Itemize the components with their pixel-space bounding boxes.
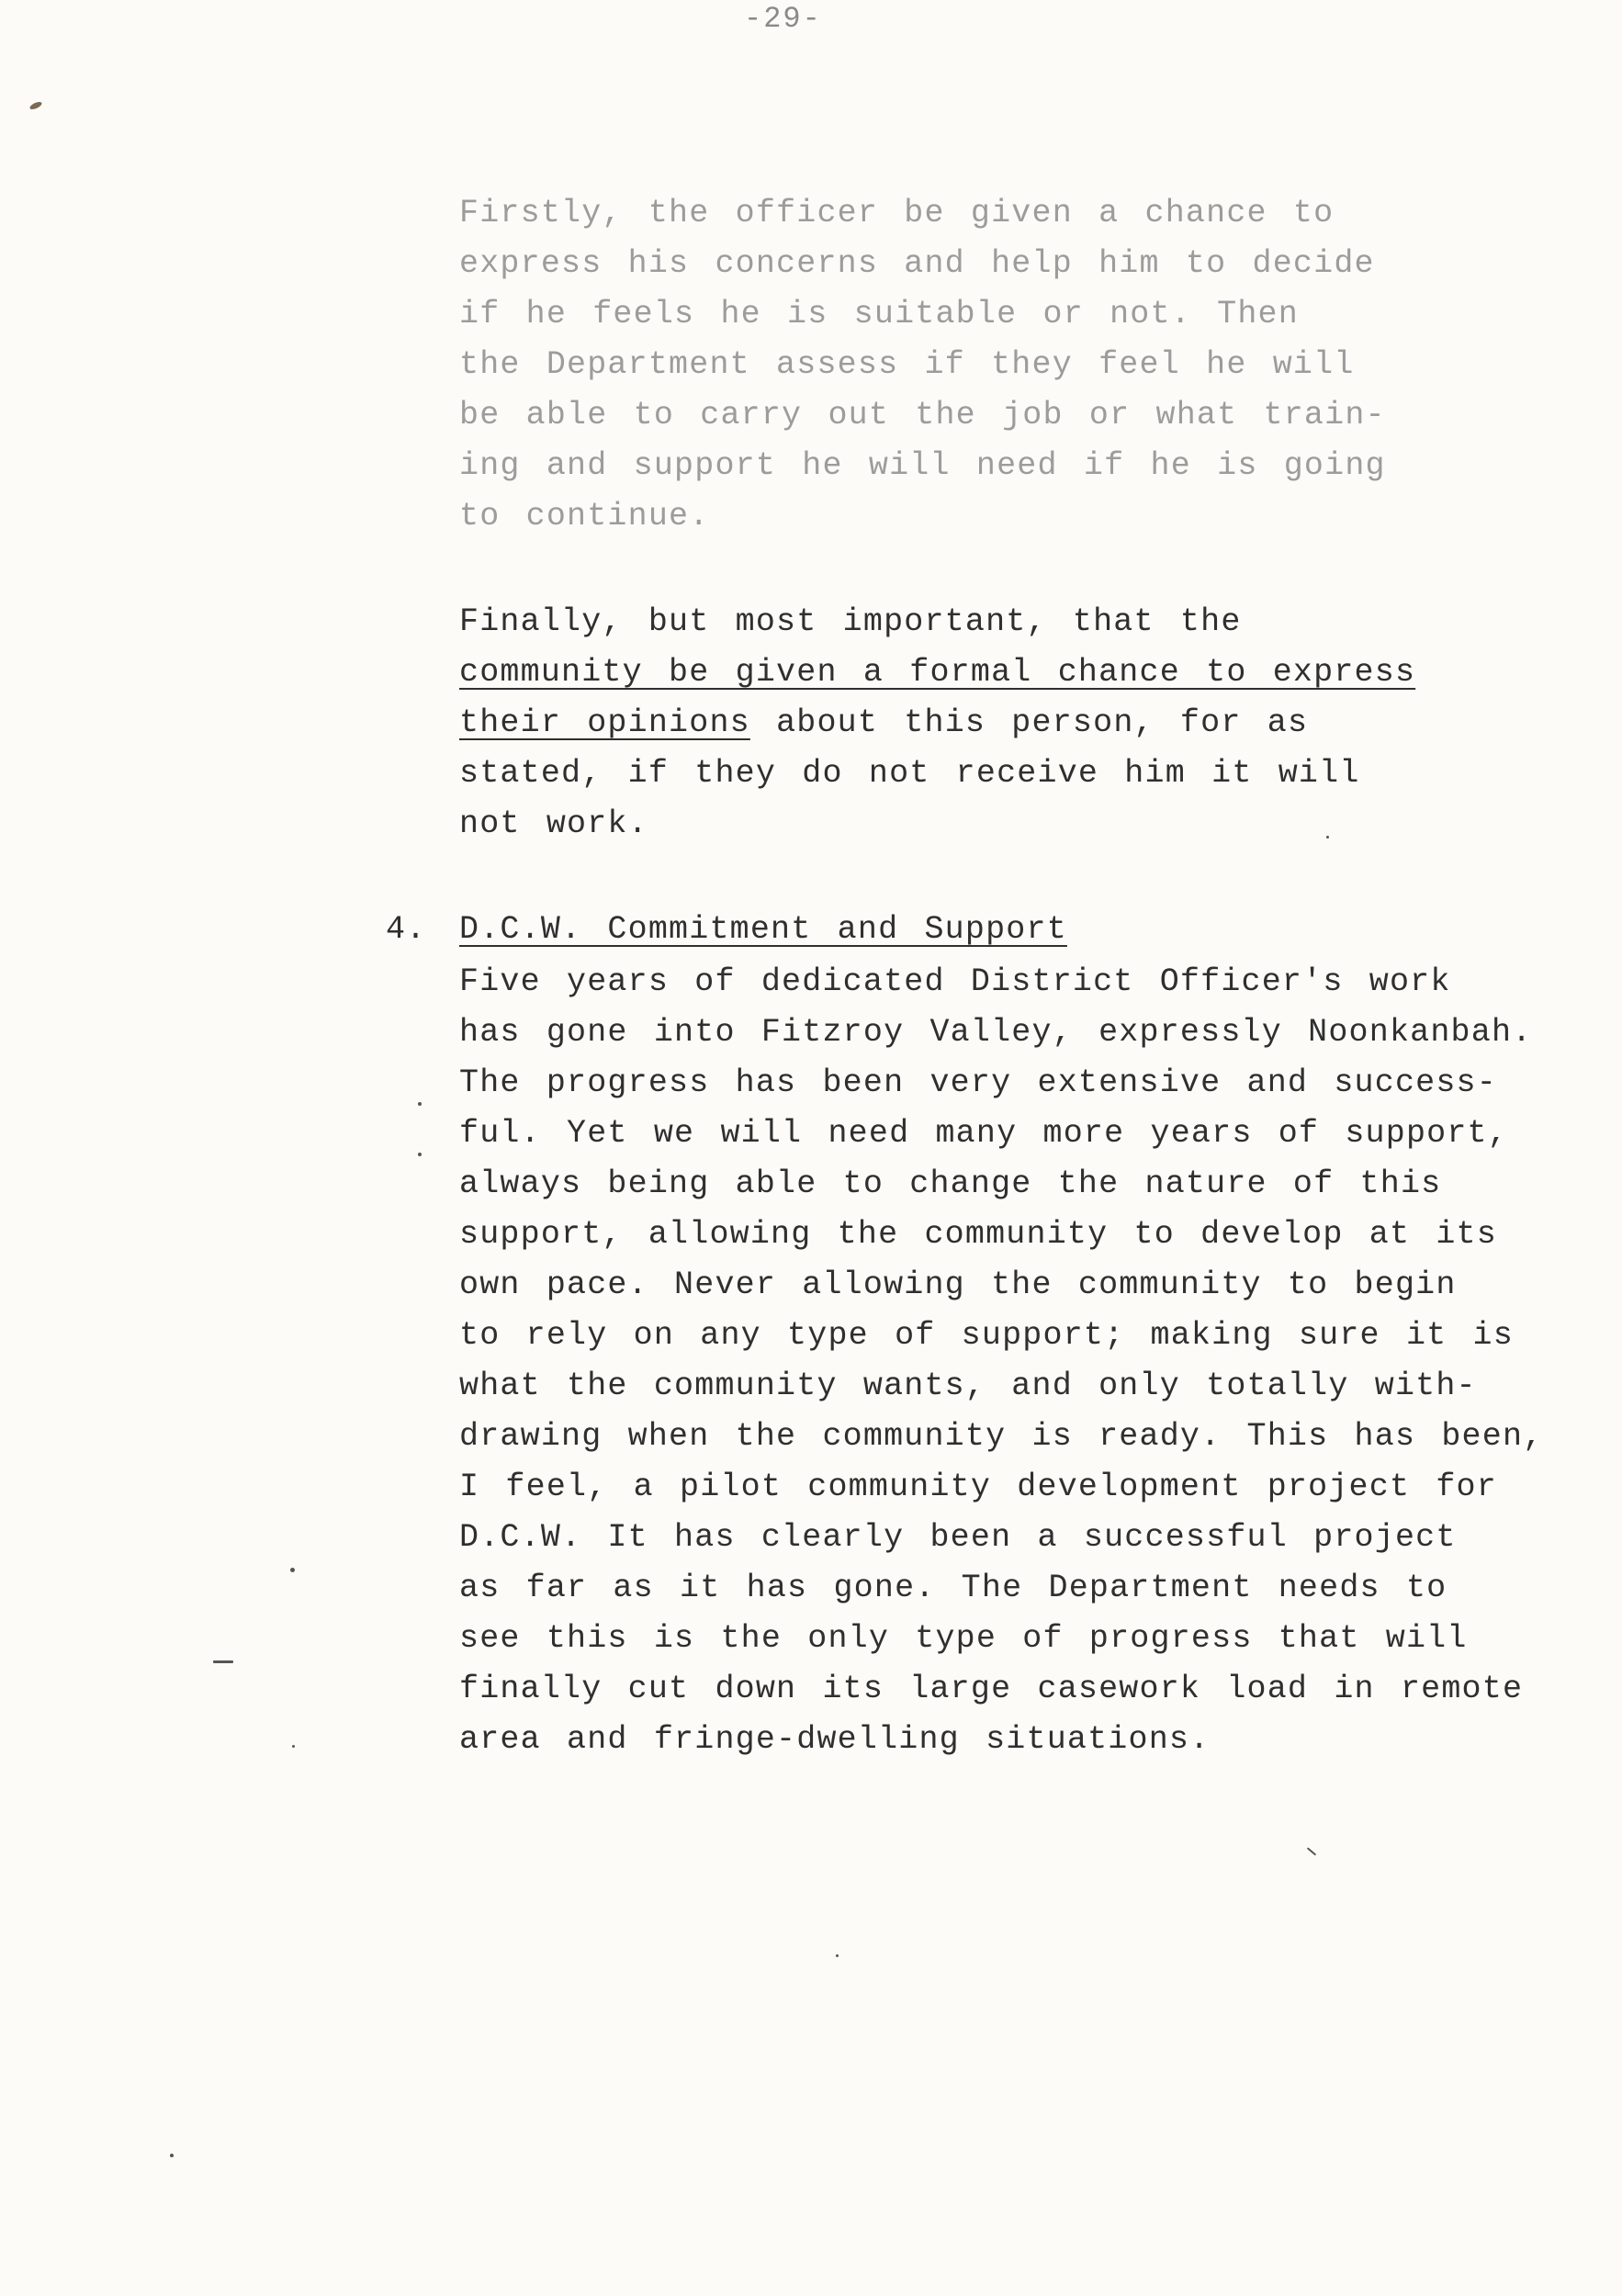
text-line: ful. Yet we will need many more years of support, (459, 1115, 1508, 1152)
text-line: express his concerns and help him to decide (459, 245, 1375, 282)
text-line: as far as it has gone. The Department needs to (459, 1570, 1447, 1606)
text-line: own pace. Never allowing the community to begin (459, 1266, 1457, 1303)
scan-mark (213, 1660, 233, 1663)
text-line: what the community wants, and only totally with- (459, 1367, 1477, 1404)
text-line: if he feels he is suitable or not. Then (459, 296, 1299, 332)
text-line: drawing when the community is ready. This has been, (459, 1418, 1544, 1455)
section-number: 4. (386, 911, 427, 948)
text-line: I feel, a pilot community development project for (459, 1469, 1497, 1505)
text-line: Finally, but most important, that the (459, 603, 1242, 640)
section-heading: D.C.W. Commitment and Support (459, 911, 1067, 948)
paragraph-finally (459, 597, 1543, 850)
text-line: Five years of dedicated District Officer's work (459, 963, 1451, 1000)
page-number: -29- (744, 2, 822, 36)
text-line: not work. (459, 805, 648, 842)
scan-mark (28, 100, 42, 110)
text-line: area and fringe-dwelling situations. (459, 1721, 1211, 1758)
scan-speck (292, 1745, 295, 1748)
scan-speck (1326, 836, 1329, 838)
text-line: see this is the only type of progress that will (459, 1620, 1468, 1657)
scan-speck (836, 1954, 839, 1957)
text-line (459, 698, 1543, 748)
text-line: has gone into Fitzroy Valley, expressly Noonkanbah. (459, 1014, 1533, 1051)
underlined-text: community be given a formal chance to express (459, 654, 1416, 691)
text-line: Firstly, the officer be given a chance to (459, 195, 1335, 231)
scan-mark (1307, 1847, 1316, 1855)
scan-speck (418, 1153, 422, 1156)
text-line: to continue. (459, 498, 710, 535)
text-line: support, allowing the community to develop at its (459, 1216, 1497, 1253)
paragraph-firstly (459, 188, 1543, 542)
text-line: the Department assess if they feel he will (459, 346, 1355, 383)
underlined-text: their opinions (459, 704, 750, 741)
text-line: stated, if they do not receive him it will (459, 755, 1360, 792)
text-line: always being able to change the nature of this (459, 1165, 1442, 1202)
text-line: The progress has been very extensive and success- (459, 1064, 1497, 1101)
text-line: ing and support he will need if he is going (459, 447, 1386, 484)
text-fragment: about this person, for as (749, 704, 1309, 741)
text-line: be able to carry out the job or what train- (459, 397, 1386, 433)
text-line: to rely on any type of support; making sure it is (459, 1317, 1514, 1354)
scan-speck (418, 1102, 422, 1106)
paragraph-commitment (459, 957, 1543, 1765)
text-line (459, 647, 1543, 698)
text-line: D.C.W. It has clearly been a successful project (459, 1519, 1457, 1556)
scan-speck (290, 1568, 295, 1572)
text-line: finally cut down its large casework load in remote (459, 1671, 1524, 1707)
scan-speck (170, 2154, 174, 2157)
